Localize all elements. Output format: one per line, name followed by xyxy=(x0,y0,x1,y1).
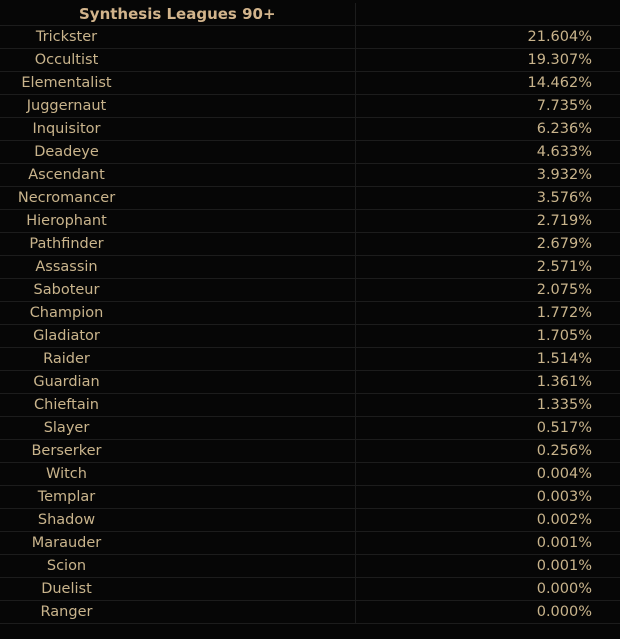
spacer-cell xyxy=(133,210,355,233)
class-name-cell: Shadow xyxy=(0,509,133,532)
percentage-cell: 19.307% xyxy=(355,49,620,72)
spacer-cell xyxy=(133,486,355,509)
table-row xyxy=(0,348,620,371)
table-row xyxy=(0,72,620,95)
percentage-cell: 2.679% xyxy=(355,233,620,256)
table-row xyxy=(0,578,620,601)
percentage-cell: 0.517% xyxy=(355,417,620,440)
class-name-cell: Hierophant xyxy=(0,210,133,233)
table-body xyxy=(0,26,620,624)
class-name-cell: Ranger xyxy=(0,601,133,624)
percentage-cell: 0.002% xyxy=(355,509,620,532)
class-name-cell: Pathfinder xyxy=(0,233,133,256)
table-row xyxy=(0,440,620,463)
spacer-cell xyxy=(133,509,355,532)
class-name-cell: Saboteur xyxy=(0,279,133,302)
class-name-cell: Slayer xyxy=(0,417,133,440)
table-row xyxy=(0,233,620,256)
class-name-cell: Champion xyxy=(0,302,133,325)
percentage-cell: 14.462% xyxy=(355,72,620,95)
class-name-cell: Marauder xyxy=(0,532,133,555)
spacer-cell xyxy=(133,555,355,578)
spacer-cell xyxy=(133,394,355,417)
class-name-cell: Chieftain xyxy=(0,394,133,417)
table-row xyxy=(0,141,620,164)
spacer-cell xyxy=(133,371,355,394)
class-name-cell: Raider xyxy=(0,348,133,371)
table-row xyxy=(0,210,620,233)
class-name-cell: Necromancer xyxy=(0,187,133,210)
table-row xyxy=(0,49,620,72)
class-name-cell: Deadeye xyxy=(0,141,133,164)
percentage-cell: 0.000% xyxy=(355,578,620,601)
percentage-cell: 0.003% xyxy=(355,486,620,509)
percentage-cell: 0.000% xyxy=(355,601,620,624)
table-row xyxy=(0,164,620,187)
class-name-cell: Trickster xyxy=(0,26,133,49)
spacer-cell xyxy=(133,463,355,486)
percentage-cell: 0.256% xyxy=(355,440,620,463)
percentage-cell: 0.004% xyxy=(355,463,620,486)
table-row xyxy=(0,302,620,325)
table-row xyxy=(0,463,620,486)
percentage-cell: 2.571% xyxy=(355,256,620,279)
class-name-cell: Duelist xyxy=(0,578,133,601)
spacer-cell xyxy=(133,532,355,555)
spacer-cell xyxy=(133,302,355,325)
table-row xyxy=(0,118,620,141)
class-name-cell: Scion xyxy=(0,555,133,578)
percentage-cell: 4.633% xyxy=(355,141,620,164)
table-row xyxy=(0,95,620,118)
table-row xyxy=(0,394,620,417)
title-empty-cell xyxy=(355,3,620,26)
percentage-cell: 6.236% xyxy=(355,118,620,141)
class-name-cell: Berserker xyxy=(0,440,133,463)
class-name-cell: Occultist xyxy=(0,49,133,72)
spacer-cell xyxy=(133,95,355,118)
class-name-cell: Gladiator xyxy=(0,325,133,348)
table-row xyxy=(0,187,620,210)
spacer-cell xyxy=(133,601,355,624)
spacer-cell xyxy=(133,141,355,164)
percentage-cell: 2.075% xyxy=(355,279,620,302)
table-row xyxy=(0,555,620,578)
spacer-cell xyxy=(133,417,355,440)
table-title: Synthesis Leagues 90+ xyxy=(0,3,355,26)
table-row xyxy=(0,601,620,624)
class-name-cell: Elementalist xyxy=(0,72,133,95)
percentage-cell: 0.001% xyxy=(355,532,620,555)
table-row xyxy=(0,486,620,509)
spacer-cell xyxy=(133,233,355,256)
spacer-cell xyxy=(133,49,355,72)
percentage-cell: 7.735% xyxy=(355,95,620,118)
spacer-cell xyxy=(133,256,355,279)
class-name-cell: Assassin xyxy=(0,256,133,279)
class-name-cell: Guardian xyxy=(0,371,133,394)
percentage-cell: 1.514% xyxy=(355,348,620,371)
percentage-cell: 1.772% xyxy=(355,302,620,325)
spacer-cell xyxy=(133,72,355,95)
percentage-cell: 1.705% xyxy=(355,325,620,348)
table-row xyxy=(0,371,620,394)
spacer-cell xyxy=(133,26,355,49)
class-name-cell: Juggernaut xyxy=(0,95,133,118)
class-name-cell: Templar xyxy=(0,486,133,509)
spacer-cell xyxy=(133,348,355,371)
table-row xyxy=(0,532,620,555)
percentage-cell: 2.719% xyxy=(355,210,620,233)
class-distribution-table xyxy=(0,3,620,624)
spacer-cell xyxy=(133,279,355,302)
class-name-cell: Inquisitor xyxy=(0,118,133,141)
table-row xyxy=(0,325,620,348)
table-row xyxy=(0,26,620,49)
spacer-cell xyxy=(133,325,355,348)
table-row xyxy=(0,509,620,532)
spacer-cell xyxy=(133,440,355,463)
table-row xyxy=(0,279,620,302)
class-name-cell: Witch xyxy=(0,463,133,486)
class-name-cell: Ascendant xyxy=(0,164,133,187)
percentage-cell: 21.604% xyxy=(355,26,620,49)
percentage-cell: 0.001% xyxy=(355,555,620,578)
spacer-cell xyxy=(133,164,355,187)
percentage-cell: 1.361% xyxy=(355,371,620,394)
percentage-cell: 1.335% xyxy=(355,394,620,417)
spacer-cell xyxy=(133,118,355,141)
percentage-cell: 3.576% xyxy=(355,187,620,210)
spacer-cell xyxy=(133,187,355,210)
table-title-row xyxy=(0,3,620,26)
percentage-cell: 3.932% xyxy=(355,164,620,187)
table-row xyxy=(0,256,620,279)
table-row xyxy=(0,417,620,440)
spacer-cell xyxy=(133,578,355,601)
